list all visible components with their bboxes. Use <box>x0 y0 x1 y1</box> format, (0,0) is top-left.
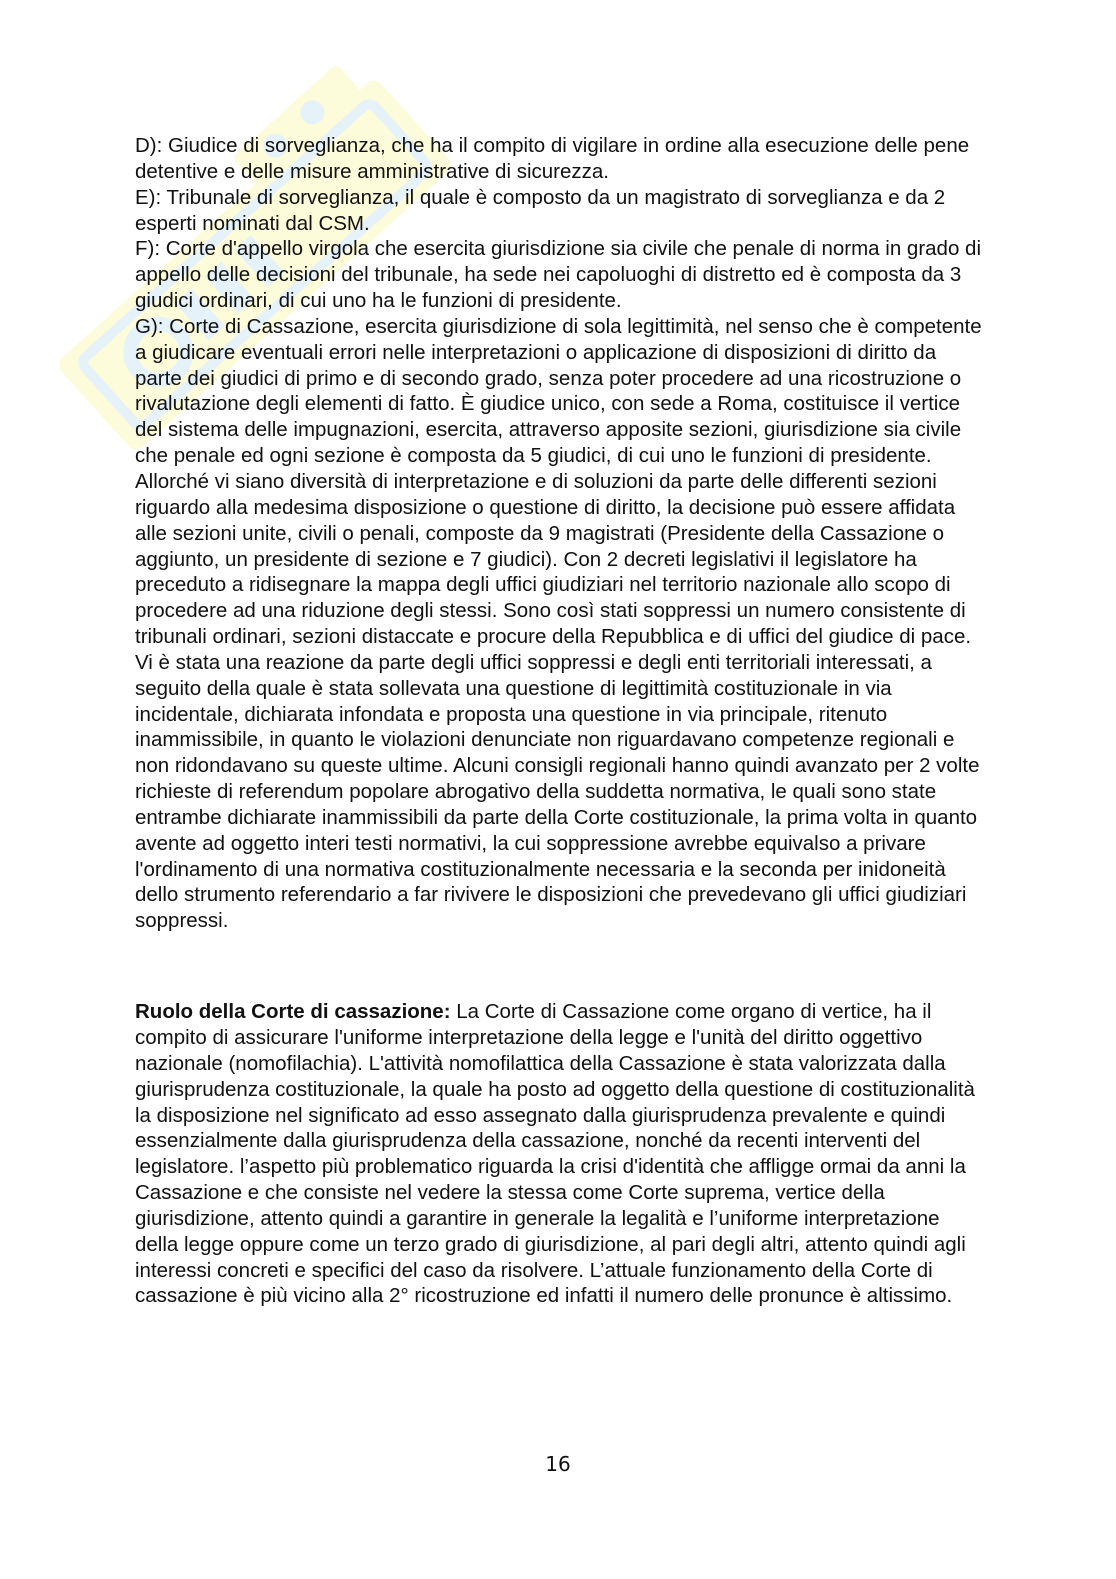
paragraph-giudice-sorveglianza: D): Giudice di sorveglianza, che ha il compito di vigilare in ordine alla esecuzione delle pene detentive e delle misure amministrative di sicurezza. <box>135 134 970 183</box>
section-body: La Corte di Cassazione come organo di vertice, ha il compito di assicurare l'uniforme interpretazione della legge e l'unità del diritto oggettivo nazionale (nomofilachia). L'attività nomofilattica della Cassazione è stata valorizzata dalla giurisprudenza costituzionale, la quale ha posto ad oggetto della questione di costituzionalità la disposizione nel significato ad esso assegnato dalla giurisprudenza prevalente e quindi essenzialmente dalla giurisprudenza della cassazione, nonché da recenti interventi del legislatore. l’aspetto più problematico riguarda la crisi d'identità che affligge ormai da anni la Cassazione e che consiste nel vedere la stessa come Corte suprema, vertice della giurisdizione, attento quindi a garantire in generale la legalità e l’uniforme interpretazione della legge oppure come un terzo grado di giurisdizione, al pari degli altri, attento quindi agli interessi concreti e specifici del caso da risolvere. L’attuale funzionamento della Corte di cassazione è più vicino alla 2° ricostruzione ed infatti il numero delle pronunce è altissimo. <box>135 1000 975 1308</box>
paragraph-tribunale-sorveglianza: E): Tribunale di sorveglianza, il quale è composto da un magistrato di sorveglianza e da 2 esperti nominati dal CSM. <box>135 185 946 235</box>
section-heading: Ruolo della Corte di cassazione: <box>135 1000 451 1024</box>
document-body <box>135 133 985 1309</box>
paragraph-corte-appello: F): Corte d'appello virgola che esercita giurisdizione sia civile che penale di norma in grado di appello delle decisioni del tribunale, ha sede nei capoluoghi di distretto ed è composta da 3 giudici ordinari, di cui uno ha le funzioni di presidente. <box>135 237 981 313</box>
paragraph-corte-cassazione: G): Corte di Cassazione, esercita giurisdizione di sola legittimità, nel senso che è competente a giudicare eventuali errori nelle interpretazioni o applicazione di disposizioni di diritto da parte dei giudici di primo e di secondo grado, senza poter procedere ad una ricostruzione o rivalutazione degli elementi di fatto. È giudice unico, con sede a Roma, costituisce il vertice del sistema delle impugnazioni, esercita, attraverso apposite sezioni, giurisdizione sia civile che penale ed ogni sezione è composta da 5 giudici, di cui uno le funzioni di presidente. Allorché vi siano diversità di interpretazione e di soluzioni da parte delle differenti sezioni riguardo alla medesima disposizione o questione di diritto, la decisione può essere affidata alle sezioni unite, civili o penali, composte da 9 magistrati (Presidente della Cassazione o aggiunto, un presidente di sezione e 7 giudici). Con 2 decreti legislativi il legislatore ha preceduto a ridisegnare la mappa degli uffici giudiziari nel territorio nazionale allo scopo di procedere ad una riduzione degli stessi. Sono così stati soppressi un numero consistente di tribunali ordinari, sezioni distaccate e procure della Repubblica e di uffici del giudice di pace. Vi è stata una reazione da parte degli uffici soppressi e degli enti territoriali interessati, a seguito della quale è stata sollevata una questione di legittimità costituzionale in via incidentale, dichiarata infondata e proposta una questione in via principale, ritenuto inammissibile, in quanto le violazioni denunciate non riguardavano competenze regionali e non ridondavano su queste ultime. Alcuni consigli regionali hanno quindi avanzato per 2 volte richieste di referendum popolare abrogativo della suddetta normativa, le quali sono state entrambe dichiarate inammissibili da parte della Corte costituzionale, la prima volta in quanto avente ad oggetto interi testi normativi, la cui soppressione avrebbe equivalso a privare l'ordinamento di una normativa costituzionalmente necessaria e la seconda per inidoneità dello strumento referendario a far rivivere le disposizioni che prevedevano gli uffici giudiziari soppressi. <box>135 314 982 933</box>
page-number: 16 <box>545 1452 571 1476</box>
section-ruolo-cassazione <box>135 999 985 1309</box>
section-spacer <box>135 934 985 999</box>
